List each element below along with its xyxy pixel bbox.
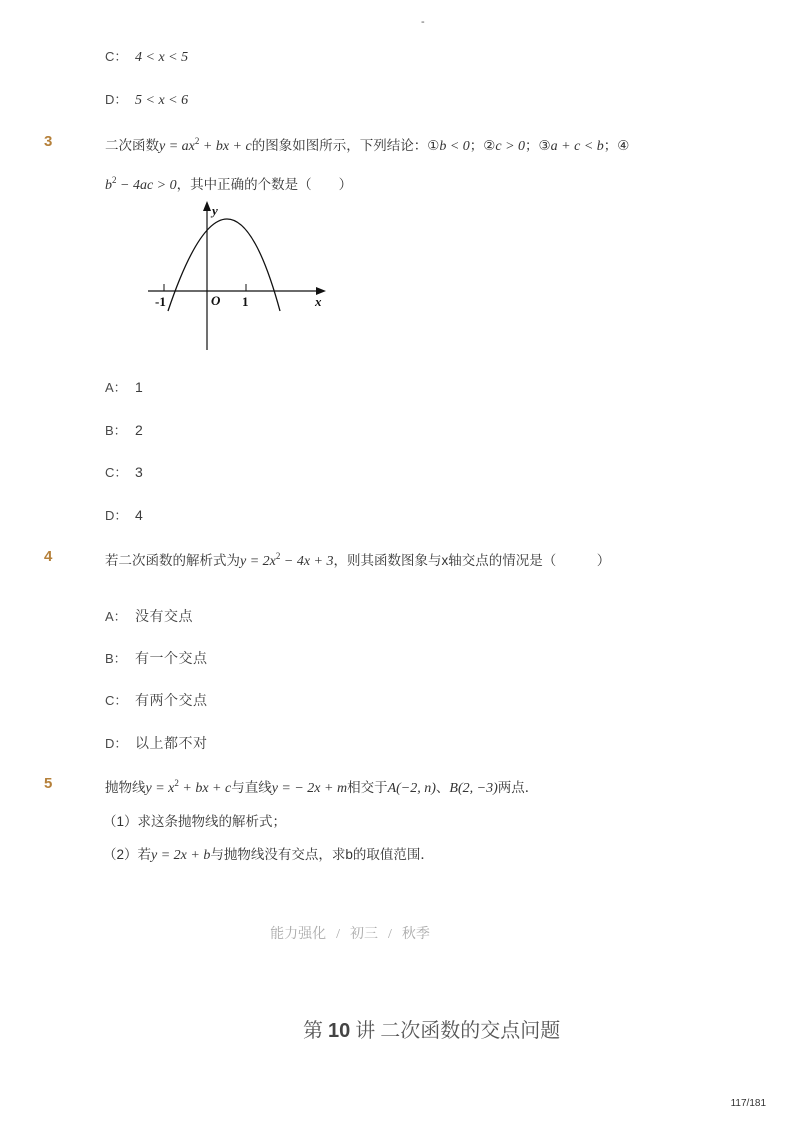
- stem-text: 的图象如图所示，下列结论：①: [251, 138, 440, 153]
- stem-text: ；④: [603, 138, 630, 153]
- formula-part: + bx + c: [178, 781, 232, 796]
- formula: [240, 551, 334, 569]
- option-text: 4: [135, 507, 144, 523]
- option-letter: C：: [105, 465, 128, 480]
- y-axis-arrow: [203, 201, 211, 211]
- parabola-graph: [140, 195, 340, 355]
- stem-text: ；②: [469, 138, 496, 153]
- question-3-stem-line1: [105, 136, 629, 157]
- season: 秋季: [401, 927, 430, 942]
- formula-part: − 4ac > 0: [116, 178, 177, 193]
- formula-part: y = ax: [159, 139, 195, 154]
- lecture-prefix: 第: [303, 1020, 328, 1042]
- option-letter: B：: [105, 651, 127, 666]
- q3-option-c[interactable]: [105, 462, 143, 481]
- option-letter: D：: [105, 736, 128, 751]
- formula-part: y = 2x: [240, 554, 276, 569]
- lecture-name: 讲 二次函数的交点问题: [350, 1020, 561, 1042]
- y-axis-label: y: [212, 203, 218, 218]
- option-text: 4 < x < 5: [135, 50, 189, 65]
- footer-course-meta: [0, 923, 700, 943]
- question-5-part2: [103, 845, 434, 866]
- stem-text: ，其中正确的个数是（ ）: [176, 177, 353, 192]
- stem-text: 与抛物线没有交点，求b的取值范围．: [210, 847, 434, 862]
- stem-text: 二次函数: [105, 138, 159, 153]
- option-letter: A：: [105, 380, 127, 395]
- option-letter: C：: [105, 693, 128, 708]
- q4-option-d[interactable]: [105, 733, 208, 753]
- parabola-curve: [168, 219, 280, 311]
- question-number-5: 5: [44, 775, 53, 792]
- tick-label-1: 1: [242, 294, 249, 309]
- option-text: 以上都不对: [135, 735, 208, 751]
- stem-text: 抛物线: [105, 780, 146, 795]
- formula: [159, 136, 252, 154]
- lecture-title: [303, 1014, 560, 1043]
- stem-text: ，则其函数图象与x轴交点的情况是（ ）: [333, 553, 611, 568]
- option-c-prev[interactable]: [105, 46, 188, 66]
- line-formula: y = 2x + b: [151, 848, 211, 863]
- formula: [145, 778, 232, 796]
- option-letter: A：: [105, 609, 127, 624]
- point-b: B(2, −3): [449, 781, 498, 796]
- grade: 初三: [350, 927, 378, 942]
- conclusion-3: a + c < b: [550, 139, 604, 154]
- option-d-prev[interactable]: [105, 89, 188, 109]
- q3-option-a[interactable]: [105, 377, 143, 396]
- line-formula: y = − 2x + m: [271, 781, 348, 796]
- origin-label: O: [211, 293, 221, 308]
- tick-label-neg1: -1: [155, 294, 166, 309]
- q3-option-d[interactable]: [105, 505, 143, 524]
- formula-part: b: [105, 178, 112, 193]
- question-3-stem-line2: [105, 175, 352, 196]
- option-text: 有一个交点: [135, 650, 208, 666]
- conclusion-4: [105, 175, 177, 193]
- q4-option-b[interactable]: [105, 648, 208, 668]
- formula-sup: 2: [194, 136, 200, 146]
- option-text: 2: [135, 422, 144, 438]
- option-text: 没有交点: [135, 608, 193, 624]
- option-letter: B：: [105, 423, 127, 438]
- conclusion-2: c > 0: [495, 139, 526, 154]
- conclusion-1: b < 0: [439, 139, 470, 154]
- q4-option-a[interactable]: [105, 606, 193, 626]
- question-5-stem: [105, 778, 538, 799]
- question-4-stem: [105, 551, 610, 572]
- option-letter: D：: [105, 92, 128, 107]
- separator: /: [388, 927, 392, 942]
- point-a: A(−2, n): [387, 781, 436, 796]
- formula-part: − 4x + 3: [280, 554, 334, 569]
- x-axis-label: x: [315, 294, 322, 309]
- q4-option-c[interactable]: [105, 690, 208, 710]
- option-text: 有两个交点: [135, 692, 208, 708]
- course-name: 能力强化: [270, 927, 327, 942]
- stem-text: 两点．: [497, 780, 539, 795]
- formula-part: + bx + c: [199, 139, 252, 154]
- separator: /: [336, 927, 340, 942]
- option-letter: C：: [105, 49, 128, 64]
- option-text: 5 < x < 6: [135, 93, 189, 108]
- page-number: 117/181: [730, 1098, 766, 1109]
- formula-sup: 2: [174, 778, 179, 788]
- stem-text: ；③: [525, 138, 551, 153]
- option-text: 3: [135, 464, 144, 480]
- lecture-number: 10: [328, 1020, 351, 1042]
- formula-sup: 2: [275, 551, 281, 561]
- stem-text: 、: [435, 780, 450, 795]
- header-mark: -: [421, 16, 425, 28]
- q3-option-b[interactable]: [105, 420, 143, 439]
- stem-text: 相交于: [347, 780, 388, 795]
- stem-text: 与直线: [231, 780, 272, 795]
- question-5-part1: （1）求这条抛物线的解析式；: [103, 814, 287, 829]
- option-letter: D：: [105, 508, 128, 523]
- formula-sup: 2: [112, 175, 117, 185]
- option-text: 1: [135, 379, 144, 395]
- question-number-4: 4: [44, 548, 53, 565]
- stem-text: 若二次函数的解析式为: [105, 553, 240, 568]
- question-number-3: 3: [44, 133, 53, 150]
- stem-text: （2）若: [103, 847, 152, 862]
- formula-part: y = x: [145, 781, 175, 796]
